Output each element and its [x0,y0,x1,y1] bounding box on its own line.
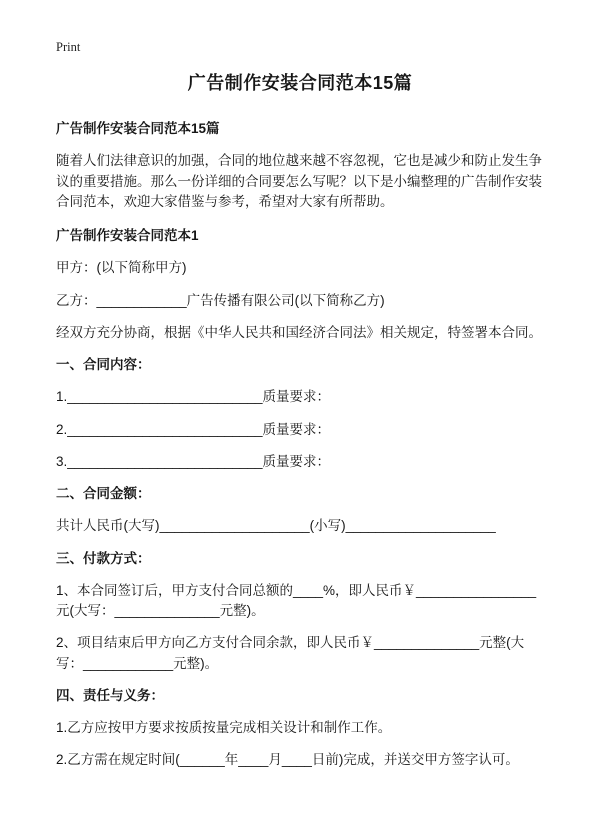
section-heading-duties: 四、责任与义务： [56,687,164,703]
doc-subtitle: 广告制作安装合同范本15篇 [56,121,220,136]
content-item-2: 2.__________________________质量要求： [56,421,330,437]
content-item-1: 1.__________________________质量要求： [56,389,330,405]
print-label: Print [56,40,81,54]
section-heading-template-1: 广告制作安装合同范本1 [56,228,199,243]
party-a-line: 甲方：(以下简称甲方) [56,260,187,276]
section-heading-contract-amount: 二、合同金额： [56,486,151,501]
agreement-basis-line: 经双方充分协商，根据《中华人民共和国经济合同法》相关规定，特签署本合同。 [56,324,542,340]
duty-item-2: 2.乙方需在规定时间(______年____月____日前)完成，并送交甲方签字认可。 [56,752,519,768]
amount-line: 共计人民币(大写)____________________(小写)____________________ [56,518,496,534]
section-heading-payment-method: 三、付款方式： [56,550,151,566]
duty-item-1: 1.乙方应按甲方要求按质按量完成相关设计和制作工作。 [56,720,392,735]
party-b-line: 乙方：____________广告传播有限公司(以下简称乙方) [56,292,385,308]
payment-item-1: 1、本合同签订后，甲方支付合同总额的____%，即人民币￥________________元(大写：______________元整)。 [56,582,537,618]
content-item-3: 3.__________________________质量要求： [56,453,330,469]
payment-item-2: 2、项目结束后甲方向乙方支付合同余款，即人民币￥______________元整(大写：____________元整)。 [56,635,525,671]
section-heading-contract-content: 一、合同内容： [56,357,151,372]
intro-paragraph: 随着人们法律意识的加强，合同的地位越来越不容忽视，它也是减少和防止发生争议的重要措施。那么一份详细的合同要怎么写呢？以下是小编整理的广告制作安装合同范本，欢迎大家借鉴与参考，希望对大家有所帮助。 [56,153,542,209]
page-title: 广告制作安装合同范本15篇 [187,73,413,93]
